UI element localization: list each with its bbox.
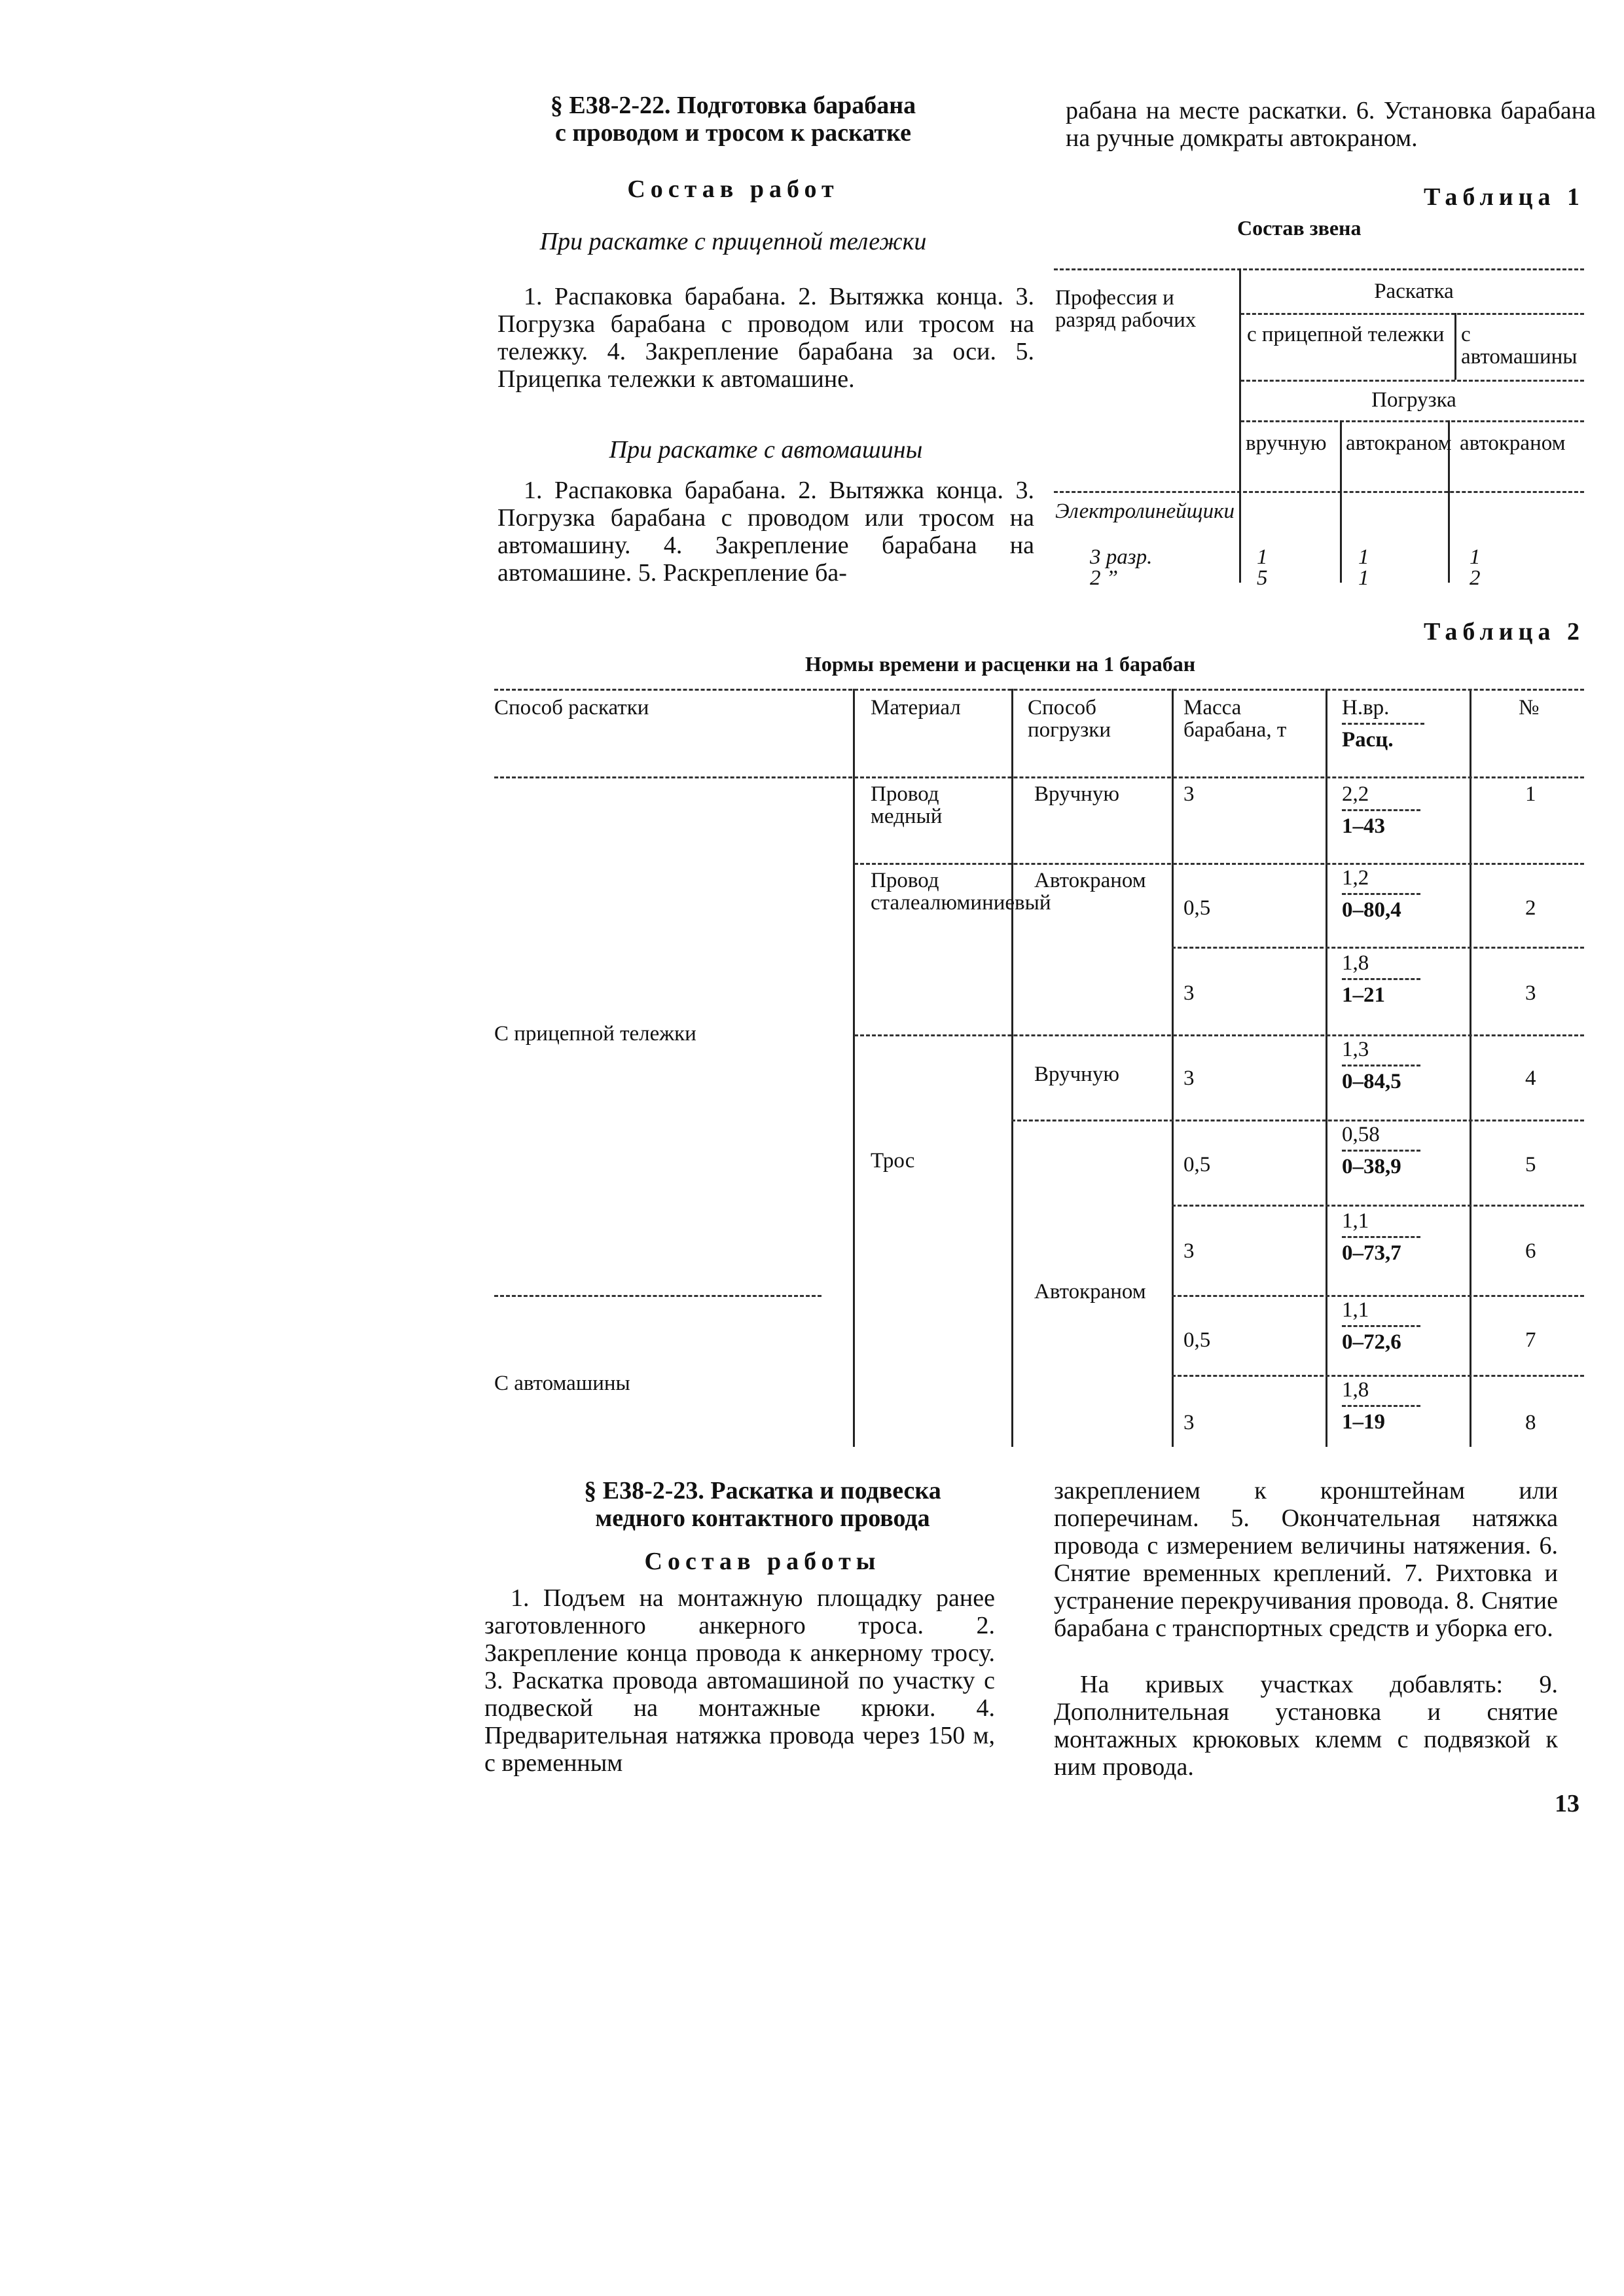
section23-right-paragraph: закреплением к кронштейнам или поперечинам. 5. Окончательная натяжка провода с измерением величины натяжения. 6. Снятие временных креплений. 7. Рихтовка и устранение перекручивания провода. 8. Снятие барабана с транспортных средств и уборка его.: [1054, 1477, 1558, 1642]
t2-mat-cable: Трос: [871, 1149, 915, 1173]
t2-r7-mass: 0,5: [1183, 1328, 1211, 1352]
t2-header-num: №: [1519, 696, 1540, 720]
table1-manual: вручную: [1246, 431, 1327, 455]
t2-r3-mass: 3: [1183, 981, 1195, 1005]
table1-row3-v3: 1: [1470, 545, 1481, 569]
table1-pogruzka: Погрузка: [1371, 388, 1456, 412]
t2-load-manual-2: Вручную: [1034, 1063, 1119, 1086]
t2-load-crane-2: Автокраном: [1034, 1280, 1146, 1303]
section23-left-paragraph: 1. Подъем на монтажную площадку ранее заготовленного анкерного троса. 2. Закрепление конца провода к анкерному тросу. 3. Раскатка провода автомашиной по участку с подвеской на монтажные крюки. 4. Предварительная натяжка провода через 150 м, с временным: [484, 1584, 995, 1777]
t2-r5-norm: 0,58 0–38,9: [1342, 1123, 1420, 1178]
t2-r2-num: 2: [1525, 896, 1536, 920]
t2-r8-norm: 1,8 1–19: [1342, 1379, 1420, 1433]
section-heading-23: § Е38-2-23. Раскатка и подвеска медного контактного провода: [584, 1477, 941, 1532]
t2-r4-mass: 3: [1183, 1066, 1195, 1090]
table1-row3-label: 3 разр.: [1090, 545, 1153, 569]
t2-r1-mass: 3: [1183, 782, 1195, 806]
table1-from-auto: с автомашины: [1461, 323, 1578, 369]
auto-subtitle: При раскатке с автомашины: [609, 436, 923, 464]
t2-method-auto: С автомашины: [494, 1372, 630, 1395]
section23-right-paragraph-2: На кривых участках добавлять: 9. Дополнительная установка и снятие монтажных крюковых клемм с подвязкой к ним провода.: [1054, 1671, 1558, 1781]
section-heading-22: § Е38-2-22. Подготовка барабана с проводом и тросом к раскатке: [550, 92, 916, 147]
table2-label: Таблица 2: [1424, 618, 1585, 646]
right-paragraph: рабана на месте раскатки. 6. Установка барабана на ручные домкраты автокраном.: [1066, 97, 1596, 152]
t2-r6-num: 6: [1525, 1239, 1536, 1263]
t2-r4-norm: 1,3 0–84,5: [1342, 1038, 1420, 1093]
t2-header-mass: Масса барабана, т: [1183, 696, 1287, 742]
t2-header-nvr: Н.вр. Расц.: [1342, 697, 1460, 751]
t2-r7-num: 7: [1525, 1328, 1536, 1352]
table1-row3-v2: 1: [1358, 545, 1369, 569]
trailer-subtitle: При раскатке с прицепной тележки: [539, 228, 927, 255]
t2-r4-num: 4: [1525, 1066, 1536, 1090]
table1-raskatka: Раскатка: [1374, 280, 1454, 303]
table1-autocrane-1: автокраном: [1346, 431, 1452, 455]
table1-row2-v3: 2: [1470, 566, 1481, 590]
table1-row2-label: 2 ”: [1090, 566, 1119, 590]
section23-composition-title: Состав работы: [644, 1548, 881, 1575]
auto-paragraph: 1. Распаковка барабана. 2. Вытяжка конца. 3. Погрузка барабана с проводом или тросом на автомашину. 4. Закрепление барабана на автомашине. 5. Раскрепление ба-: [497, 477, 1034, 587]
t2-load-manual-1: Вручную: [1034, 782, 1119, 806]
table1-row3-v1: 1: [1257, 545, 1268, 569]
table2-title: Нормы времени и расценки на 1 барабан: [805, 652, 1196, 676]
table1-row2-v1: 5: [1257, 566, 1268, 590]
page-number: 13: [1555, 1790, 1579, 1817]
t2-header-method: Способ раскатки: [494, 696, 649, 720]
t2-r2-mass: 0,5: [1183, 896, 1211, 920]
t2-header-loading: Способ погрузки: [1028, 696, 1111, 742]
t2-r2-norm: 1,2 0–80,4: [1342, 867, 1420, 921]
t2-header-material: Материал: [871, 696, 961, 720]
table1-title: Состав звена: [1237, 216, 1362, 240]
composition-title: Состав работ: [627, 175, 839, 203]
t2-r5-mass: 0,5: [1183, 1153, 1211, 1176]
t2-method-trailer: С прицепной тележки: [494, 1022, 696, 1046]
t2-r1-num: 1: [1525, 782, 1536, 806]
table1-autocrane-2: автокраном: [1460, 431, 1566, 455]
t2-r6-mass: 3: [1183, 1239, 1195, 1263]
t2-mat-copper: Провод медный: [871, 782, 943, 828]
t2-r6-norm: 1,1 0–73,7: [1342, 1210, 1420, 1264]
trailer-paragraph: 1. Распаковка барабана. 2. Вытяжка конца. 3. Погрузка барабана с проводом или тросом на тележку. 4. Закрепление барабана за оси. 5. Прицепка тележки к автомашине.: [497, 283, 1034, 393]
table1-profession-header: Профессия и разряд рабочих: [1055, 286, 1197, 332]
t2-mat-steel: Провод сталеалюминиевый: [871, 869, 1051, 915]
table1-row2-v2: 1: [1358, 566, 1369, 590]
table1-label: Таблица 1: [1424, 183, 1585, 211]
table1-from-trailer: с прицепной тележки: [1247, 323, 1445, 346]
t2-r7-norm: 1,1 0–72,6: [1342, 1299, 1420, 1353]
t2-r1-norm: 2,2 1–43: [1342, 783, 1420, 837]
t2-r5-num: 5: [1525, 1153, 1536, 1176]
t2-r8-num: 8: [1525, 1411, 1536, 1434]
t2-r8-mass: 3: [1183, 1411, 1195, 1434]
t2-r3-norm: 1,8 1–21: [1342, 952, 1420, 1006]
t2-load-crane-1: Автокраном: [1034, 869, 1146, 892]
t2-r3-num: 3: [1525, 981, 1536, 1005]
table1-row-title: Электролинейщики: [1055, 500, 1235, 523]
